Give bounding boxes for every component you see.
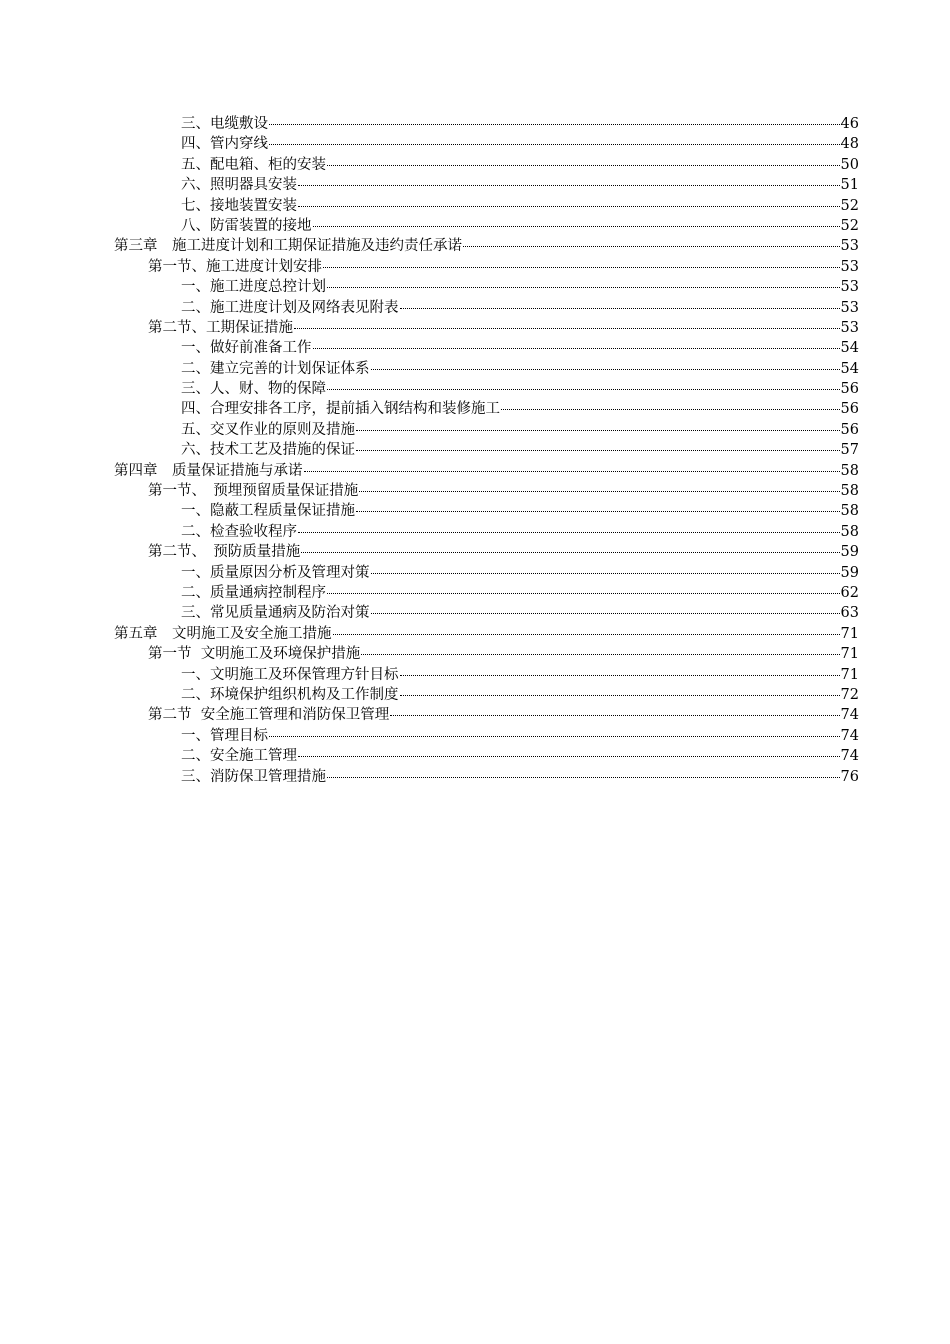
- toc-dot-leader: [359, 487, 839, 492]
- toc-dot-leader: [371, 365, 840, 370]
- toc-dot-leader: [356, 446, 840, 451]
- toc-entry-page-number: 76: [840, 768, 859, 785]
- toc-entry-page-number: 46: [840, 116, 859, 132]
- toc-dot-leader: [371, 609, 840, 614]
- toc-entry[interactable]: [114, 583, 859, 603]
- toc-entry-title: 第五章 文明施工及安全施工措施: [114, 625, 332, 642]
- table-of-contents: [114, 114, 859, 787]
- toc-entry-page-number: 52: [840, 197, 859, 214]
- toc-entry-page-number: 54: [840, 360, 859, 377]
- toc-entry-title: 第一节、 预埋预留质量保证措施: [148, 483, 359, 500]
- toc-entry-title: 一、做好前准备工作: [181, 340, 312, 357]
- toc-entry-page-number: 54: [840, 340, 859, 357]
- toc-entry-title: 一、管理目标: [181, 727, 268, 744]
- toc-dot-leader: [304, 467, 840, 472]
- toc-entry[interactable]: [114, 440, 859, 460]
- toc-entry[interactable]: [114, 665, 859, 685]
- toc-entry-page-number: 51: [840, 177, 859, 194]
- toc-entry[interactable]: [114, 420, 859, 440]
- toc-entry-page-number: 48: [840, 136, 859, 153]
- toc-dot-leader: [327, 773, 840, 778]
- toc-dot-leader: [269, 140, 840, 145]
- toc-entry[interactable]: [114, 338, 859, 358]
- toc-entry[interactable]: [114, 542, 859, 562]
- toc-entry-page-number: 62: [840, 584, 859, 601]
- toc-dot-leader: [327, 283, 840, 288]
- toc-entry-title: 三、人、财、物的保障: [181, 381, 326, 398]
- toc-entry-page-number: 52: [840, 217, 859, 234]
- toc-entry-page-number: 53: [840, 238, 859, 255]
- toc-entry-page-number: 74: [840, 707, 859, 724]
- toc-entry-page-number: 74: [840, 727, 859, 744]
- toc-entry[interactable]: [114, 216, 859, 236]
- toc-entry-page-number: 59: [840, 564, 859, 581]
- toc-entry[interactable]: [114, 522, 859, 542]
- toc-dot-leader: [356, 426, 840, 431]
- toc-entry-page-number: 59: [840, 544, 859, 561]
- toc-entry[interactable]: [114, 359, 859, 379]
- toc-dot-leader: [298, 181, 840, 186]
- toc-entry-page-number: 56: [840, 381, 859, 398]
- toc-entry-page-number: 56: [840, 421, 859, 438]
- toc-entry-title: 第一节 文明施工及环境保护措施: [148, 646, 361, 663]
- toc-entry-page-number: 50: [840, 156, 859, 173]
- toc-entry-title: 七、接地装置安装: [181, 197, 297, 214]
- toc-entry-title: 六、照明器具安装: [181, 177, 297, 194]
- toc-dot-leader: [298, 202, 840, 207]
- toc-dot-leader: [294, 324, 840, 329]
- toc-entry-page-number: 58: [840, 483, 859, 500]
- toc-dot-leader: [390, 711, 839, 716]
- toc-entry-page-number: 53: [840, 279, 859, 296]
- toc-entry-page-number: 71: [840, 666, 859, 683]
- toc-entry-title: 二、环境保护组织机构及工作制度: [181, 686, 399, 703]
- toc-entry[interactable]: [114, 379, 859, 399]
- toc-entry-page-number: 53: [840, 258, 859, 275]
- toc-entry[interactable]: [114, 399, 859, 419]
- toc-dot-leader: [269, 120, 840, 125]
- toc-entry-page-number: 53: [840, 319, 859, 336]
- toc-entry[interactable]: [114, 501, 859, 521]
- toc-entry[interactable]: [114, 155, 859, 175]
- toc-dot-leader: [327, 161, 840, 166]
- toc-dot-leader: [361, 650, 839, 655]
- toc-dot-leader: [371, 569, 840, 574]
- toc-entry-title: 五、交叉作业的原则及措施: [181, 421, 355, 438]
- toc-dot-leader: [301, 548, 839, 553]
- toc-entry-title: 三、消防保卫管理措施: [181, 768, 326, 785]
- toc-dot-leader: [463, 242, 840, 247]
- toc-entry[interactable]: [114, 461, 859, 481]
- toc-entry-title: 第四章 质量保证措施与承诺: [114, 462, 303, 479]
- toc-entry-title: 二、质量通病控制程序: [181, 584, 326, 601]
- toc-entry-page-number: 53: [840, 299, 859, 316]
- toc-entry[interactable]: [114, 624, 859, 644]
- toc-entry[interactable]: [114, 726, 859, 746]
- toc-dot-leader: [400, 671, 840, 676]
- toc-entry[interactable]: [114, 298, 859, 318]
- toc-entry-title: 二、建立完善的计划保证体系: [181, 360, 370, 377]
- toc-dot-leader: [327, 385, 840, 390]
- toc-entry-title: 一、文明施工及环保管理方针目标: [181, 666, 399, 683]
- toc-dot-leader: [313, 222, 840, 227]
- toc-entry-page-number: 58: [840, 503, 859, 520]
- toc-entry[interactable]: [114, 481, 859, 501]
- toc-entry-title: 八、防雷装置的接地: [181, 217, 312, 234]
- toc-entry[interactable]: [114, 196, 859, 216]
- toc-dot-leader: [298, 528, 840, 533]
- toc-dot-leader: [356, 507, 840, 512]
- toc-entry-page-number: 56: [840, 401, 859, 418]
- toc-entry-title: 一、质量原因分析及管理对策: [181, 564, 370, 581]
- toc-entry-page-number: 58: [840, 462, 859, 479]
- toc-entry-page-number: 72: [840, 686, 859, 703]
- toc-entry-page-number: 71: [840, 625, 859, 642]
- toc-entry-title: 三、常见质量通病及防治对策: [181, 605, 370, 622]
- toc-entry[interactable]: [114, 318, 859, 338]
- toc-entry[interactable]: [114, 277, 859, 297]
- toc-entry-title: 第二节 安全施工管理和消防保卫管理: [148, 707, 390, 724]
- toc-entry-title: 第二节、 预防质量措施: [148, 544, 301, 561]
- toc-entry-page-number: 63: [840, 605, 859, 622]
- toc-dot-leader: [327, 589, 840, 594]
- toc-entry[interactable]: [114, 767, 859, 787]
- toc-entry[interactable]: [114, 236, 859, 256]
- toc-entry[interactable]: [114, 644, 859, 664]
- toc-entry-title: 第二节、工期保证措施: [148, 319, 293, 336]
- toc-entry[interactable]: [114, 746, 859, 766]
- toc-entry-page-number: 71: [840, 646, 859, 663]
- toc-dot-leader: [298, 752, 840, 757]
- toc-entry-title: 二、施工进度计划及网络表见附表: [181, 299, 399, 316]
- toc-dot-leader: [323, 263, 840, 268]
- toc-entry[interactable]: [114, 175, 859, 195]
- toc-dot-leader: [333, 630, 840, 635]
- toc-dot-leader: [400, 691, 840, 696]
- toc-entry-title: 二、安全施工管理: [181, 748, 297, 765]
- toc-entry-title: 四、合理安排各工序，提前插入钢结构和装修施工: [181, 401, 500, 418]
- toc-dot-leader: [501, 405, 840, 410]
- toc-entry-title: 二、检查验收程序: [181, 523, 297, 540]
- toc-entry-title: 三、电缆敷设: [181, 116, 268, 132]
- toc-entry-title: 第一节、施工进度计划安排: [148, 258, 322, 275]
- toc-entry-page-number: 58: [840, 523, 859, 540]
- toc-dot-leader: [313, 344, 840, 349]
- toc-entry-title: 六、技术工艺及措施的保证: [181, 442, 355, 459]
- toc-entry-title: 一、隐蔽工程质量保证措施: [181, 503, 355, 520]
- toc-entry-title: 一、施工进度总控计划: [181, 279, 326, 296]
- toc-dot-leader: [400, 304, 840, 309]
- toc-entry[interactable]: [114, 603, 859, 623]
- toc-entry-page-number: 74: [840, 748, 859, 765]
- toc-dot-leader: [269, 732, 840, 737]
- toc-entry[interactable]: [114, 114, 859, 134]
- toc-entry[interactable]: [114, 685, 859, 705]
- toc-entry-title: 五、配电箱、柜的安装: [181, 156, 326, 173]
- toc-entry-title: 四、管内穿线: [181, 136, 268, 153]
- toc-entry[interactable]: [114, 705, 859, 725]
- toc-entry[interactable]: [114, 134, 859, 154]
- toc-entry[interactable]: [114, 257, 859, 277]
- toc-entry-page-number: 57: [840, 442, 859, 459]
- toc-entry-title: 第三章 施工进度计划和工期保证措施及违约责任承诺: [114, 238, 462, 255]
- toc-entry[interactable]: [114, 563, 859, 583]
